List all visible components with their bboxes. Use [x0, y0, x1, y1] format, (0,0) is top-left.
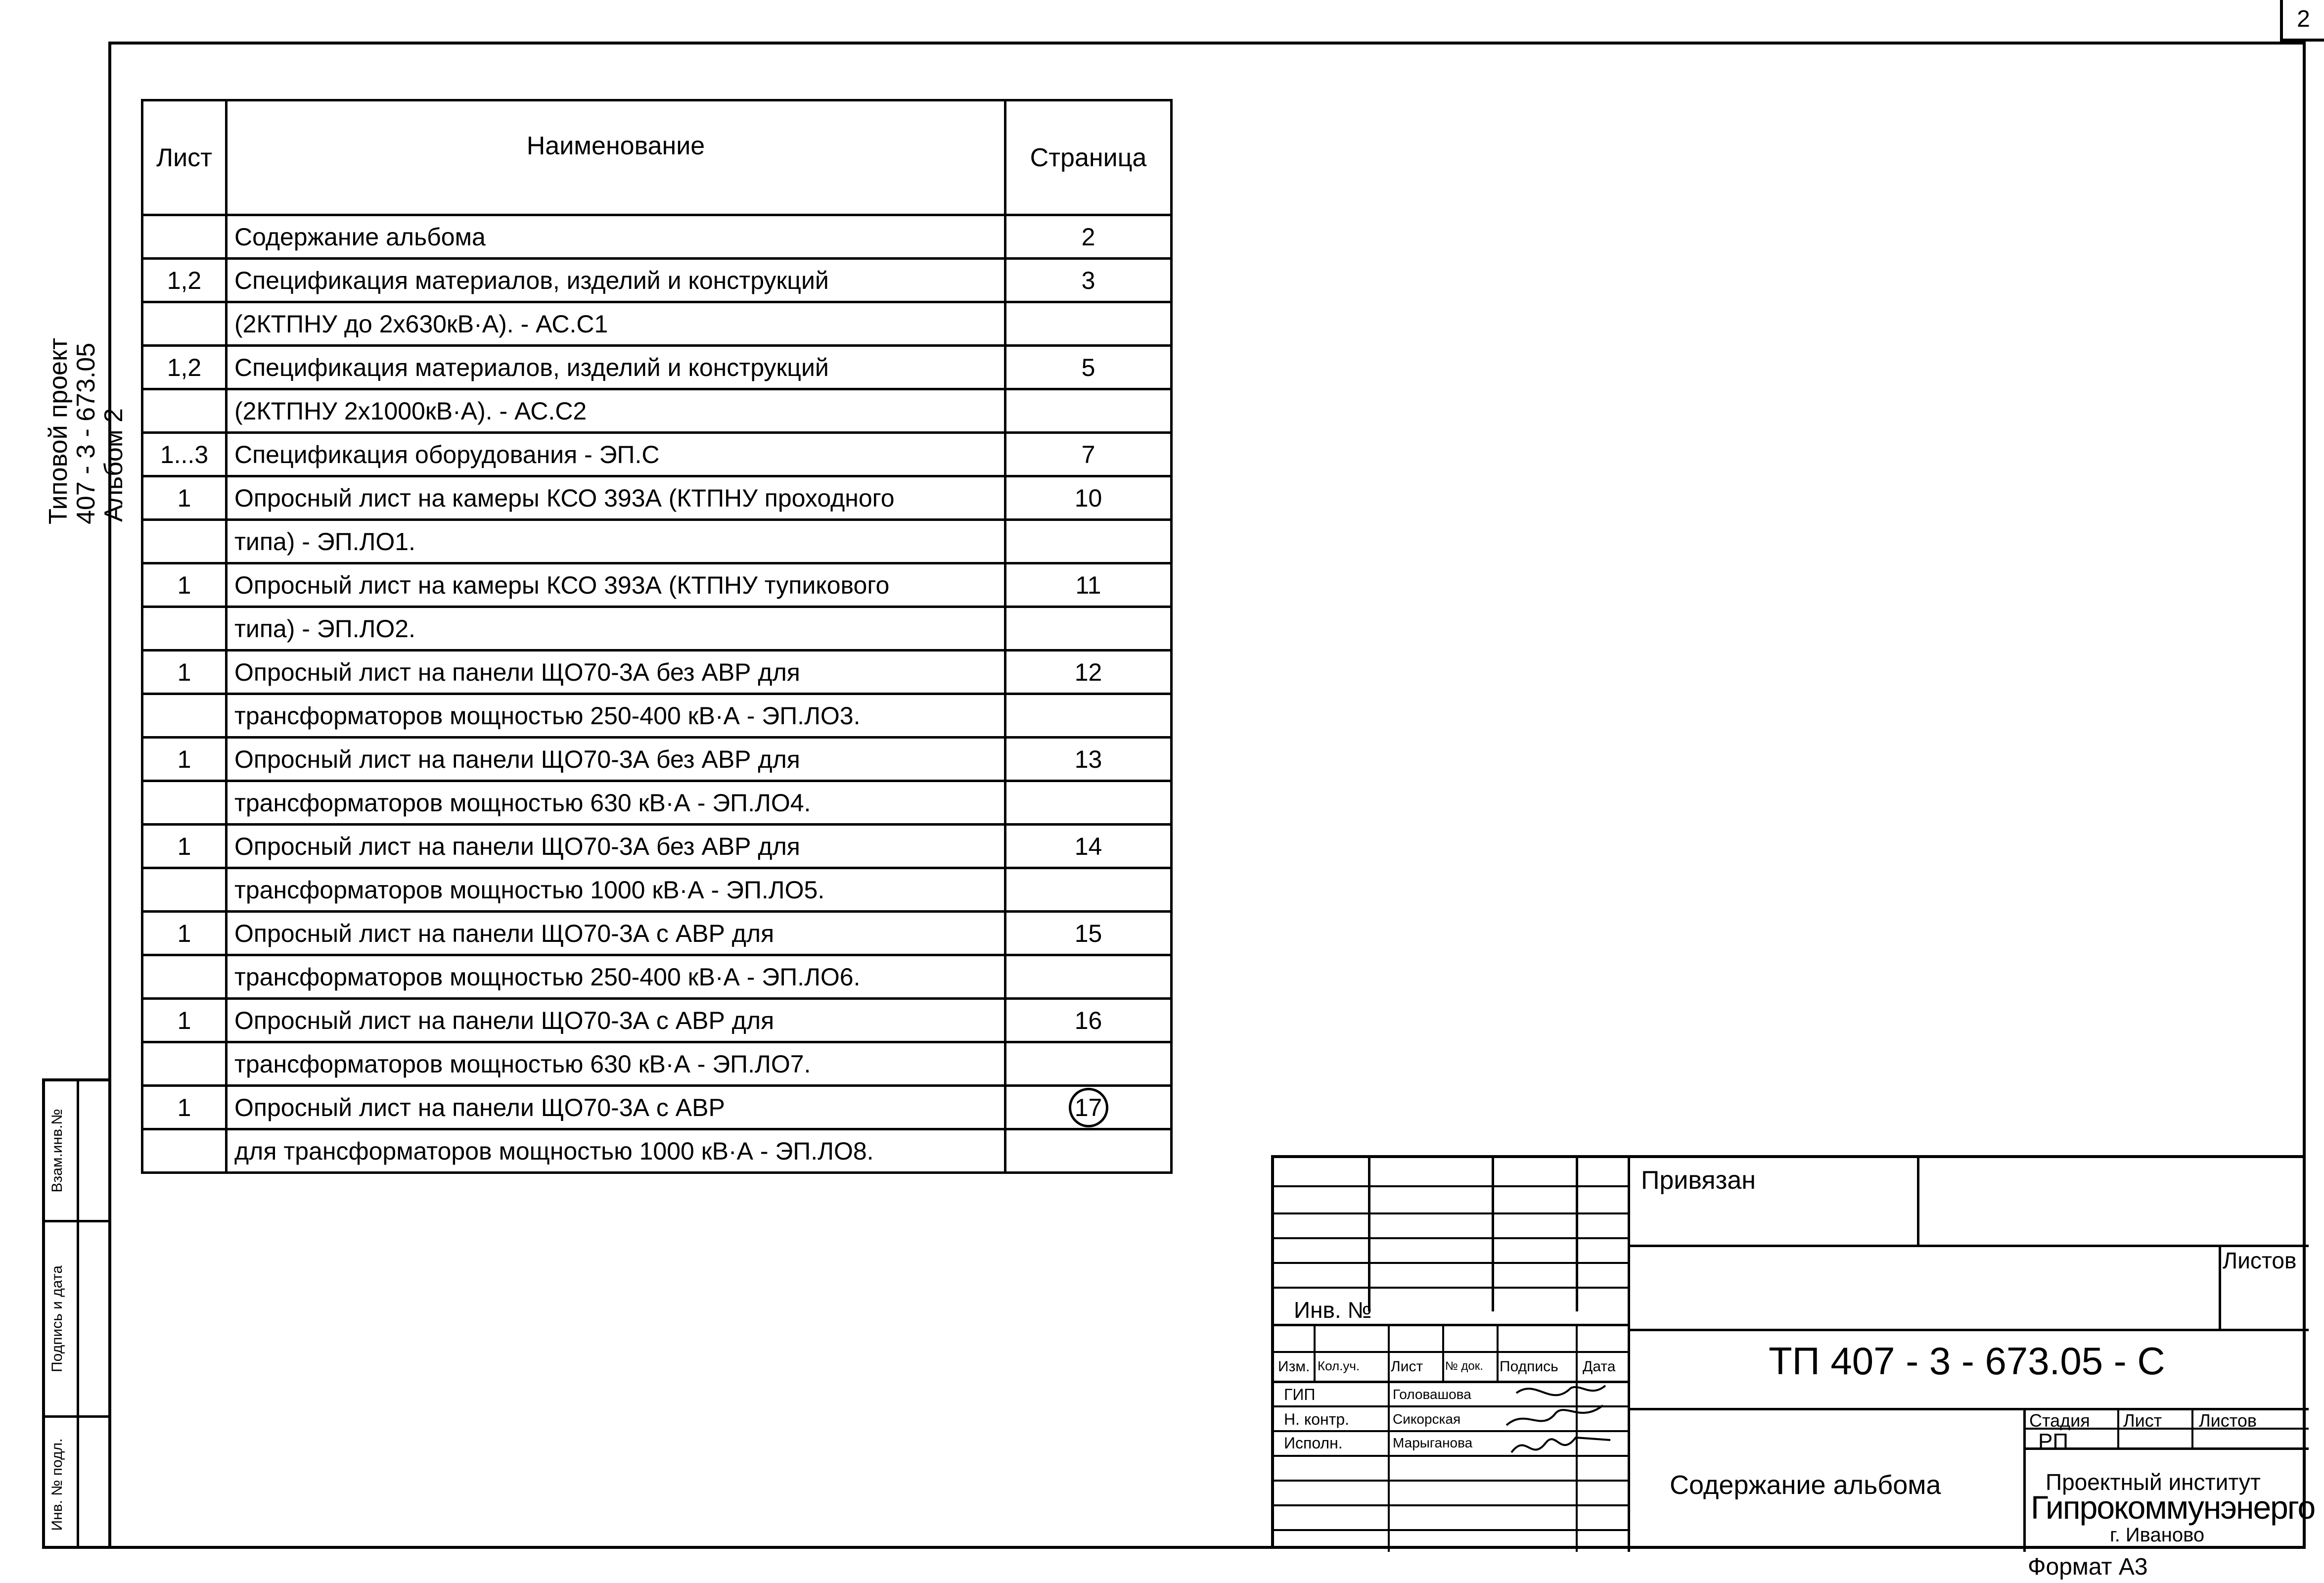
cell-sheet: 1 [142, 563, 227, 607]
table-row [142, 259, 1172, 302]
cell-name: Опросный лист на панели ЩО70-3А с АВР для [227, 912, 1005, 955]
cell-page: 5 [1005, 346, 1172, 389]
col-koluch: Кол.уч. [1318, 1358, 1360, 1373]
sheet-header: Лист [2123, 1410, 2162, 1431]
cell-name: трансформаторов мощностью 630 кВ·А - ЭП.ЛО7. [227, 1042, 1005, 1086]
cell-sheet: 1 [142, 999, 227, 1042]
document-title: Содержание альбома [1670, 1470, 1941, 1500]
cell-page [1005, 607, 1172, 651]
cell-sheet [142, 520, 227, 563]
cell-page [1005, 694, 1172, 738]
side-title-line-3: Альбом 2 [99, 408, 128, 522]
table-row [142, 520, 1172, 563]
table-row [142, 389, 1172, 433]
org-line-1: Проектный институт [2046, 1469, 2261, 1495]
org-line-2: Гипрокоммунэнерго [2031, 1489, 2315, 1526]
cell-sheet [142, 1129, 227, 1173]
cell-page: 7 [1005, 433, 1172, 476]
table-row [142, 1086, 1172, 1129]
cell-sheet: 1 [142, 738, 227, 781]
table-row [142, 868, 1172, 912]
cell-sheet [142, 215, 227, 259]
cell-page [1005, 868, 1172, 912]
table-row [142, 912, 1172, 955]
table-row [142, 1042, 1172, 1086]
cell-sheet [142, 868, 227, 912]
cell-name: (2КТПНУ 2х1000кВ·А). - АС.С2 [227, 389, 1005, 433]
document-code: ТП 407 - 3 - 673.05 - С [1769, 1339, 2165, 1383]
cell-name: Опросный лист на панели ЩО70-3А с АВР для [227, 999, 1005, 1042]
name-gip: Головашова [1393, 1387, 1471, 1402]
side-title [44, 337, 128, 524]
table-row [142, 346, 1172, 389]
cell-sheet [142, 607, 227, 651]
col-izm: Изм. [1278, 1358, 1310, 1375]
cell-sheet: 1,2 [142, 346, 227, 389]
side-label-inv-replacement: Взам.инв.№ [49, 1109, 65, 1193]
header-name: Наименование [227, 100, 1005, 215]
cell-page: 14 [1005, 825, 1172, 868]
cell-name: (2КТПНУ до 2х630кВ·А). - АС.С1 [227, 302, 1005, 346]
inv-no-label: Инв. № [1294, 1297, 1372, 1323]
cell-page: 13 [1005, 738, 1172, 781]
cell-page: 3 [1005, 259, 1172, 302]
side-label-signature-date: Подпись и дата [49, 1265, 65, 1372]
cell-sheet: 1 [142, 476, 227, 520]
cell-name: Спецификация оборудования - ЭП.С [227, 433, 1005, 476]
circled-page-number: 17 [1069, 1088, 1108, 1127]
cell-sheet: 1 [142, 1086, 227, 1129]
cell-page: 15 [1005, 912, 1172, 955]
side-title-line-2: 407 - 3 - 673.05 [72, 342, 100, 524]
cell-page [1005, 781, 1172, 825]
cell-page: 10 [1005, 476, 1172, 520]
col-data: Дата [1583, 1358, 1616, 1375]
cell-sheet: 1 [142, 912, 227, 955]
table-row [142, 781, 1172, 825]
cell-name: типа) - ЭП.ЛО2. [227, 607, 1005, 651]
cell-name: Опросный лист на панели ЩО70-3А с АВР [227, 1086, 1005, 1129]
cell-page: 2 [1005, 215, 1172, 259]
table-row [142, 215, 1172, 259]
role-ispoln: Исполн. [1284, 1434, 1343, 1452]
cell-page [1005, 1042, 1172, 1086]
cell-sheet: 1...3 [142, 433, 227, 476]
sheet-number: 2 [2280, 0, 2324, 42]
cell-page: 12 [1005, 651, 1172, 694]
cell-name: трансформаторов мощностью 1000 кВ·А - ЭП.ЛО5. [227, 868, 1005, 912]
stage-header: Стадия [2029, 1410, 2090, 1431]
cell-page: 16 [1005, 999, 1172, 1042]
name-ispoln: Марыганова [1393, 1435, 1473, 1450]
org-city: г. Иваново [2110, 1524, 2205, 1546]
cell-sheet [142, 955, 227, 999]
cell-name: трансформаторов мощностью 250-400 кВ·А - ЭП.ЛО6. [227, 955, 1005, 999]
role-nkontr: Н. контр. [1284, 1410, 1350, 1428]
col-ndoc: № док. [1445, 1359, 1483, 1373]
title-block [1271, 1155, 2315, 1549]
sheets-header: Листов [2199, 1410, 2257, 1431]
table-row [142, 302, 1172, 346]
cell-name: Спецификация материалов, изделий и конструкций [227, 346, 1005, 389]
cell-name: Спецификация материалов, изделий и конструкций [227, 259, 1005, 302]
table-row [142, 955, 1172, 999]
cell-name: Опросный лист на панели ЩО70-3А без АВР для [227, 825, 1005, 868]
cell-name: Опросный лист на камеры КСО 393А (КТПНУ тупикового [227, 563, 1005, 607]
cell-page [1005, 955, 1172, 999]
table-row [142, 825, 1172, 868]
cell-sheet [142, 389, 227, 433]
cell-page [1005, 1129, 1172, 1173]
format-label: Формат А3 [2028, 1554, 2148, 1580]
cell-name: типа) - ЭП.ЛО1. [227, 520, 1005, 563]
cell-name: трансформаторов мощностью 630 кВ·А - ЭП.ЛО4. [227, 781, 1005, 825]
cell-name: Опросный лист на камеры КСО 393А (КТПНУ проходного [227, 476, 1005, 520]
table-row [142, 1129, 1172, 1173]
table-row [142, 738, 1172, 781]
contents-header-row [142, 100, 1172, 215]
cell-sheet [142, 781, 227, 825]
stage-value: РП [2038, 1429, 2068, 1453]
cell-sheet [142, 694, 227, 738]
role-gip: ГИП [1284, 1386, 1316, 1403]
listov-top-label: Листов [2223, 1248, 2297, 1273]
cell-page [1005, 389, 1172, 433]
cell-sheet: 1 [142, 651, 227, 694]
signatures-drawing [1497, 1378, 1625, 1467]
cell-page [1005, 1086, 1172, 1129]
table-row [142, 999, 1172, 1042]
table-row [142, 694, 1172, 738]
cell-page [1005, 520, 1172, 563]
cell-page [1005, 302, 1172, 346]
privyazan-label: Привязан [1641, 1166, 1756, 1195]
cell-sheet: 1,2 [142, 259, 227, 302]
table-row [142, 607, 1172, 651]
table-row [142, 651, 1172, 694]
name-nkontr: Сикорская [1393, 1411, 1461, 1427]
cell-name: Опросный лист на панели ЩО70-3А без АВР для [227, 738, 1005, 781]
cell-sheet [142, 302, 227, 346]
cell-sheet: 1 [142, 825, 227, 868]
header-sheet: Лист [142, 100, 227, 215]
cell-name: Содержание альбома [227, 215, 1005, 259]
cell-name: Опросный лист на панели ЩО70-3А без АВР для [227, 651, 1005, 694]
contents-table [141, 99, 1173, 1174]
side-label-inv-original: Инв. № подл. [49, 1438, 65, 1531]
col-podpis: Подпись [1500, 1358, 1558, 1375]
cell-name: для трансформаторов мощностью 1000 кВ·А - ЭП.ЛО8. [227, 1129, 1005, 1173]
table-row [142, 433, 1172, 476]
cell-sheet [142, 1042, 227, 1086]
table-row [142, 563, 1172, 607]
cell-name: трансформаторов мощностью 250-400 кВ·А - ЭП.ЛО3. [227, 694, 1005, 738]
side-stamp [42, 1078, 108, 1549]
header-page: Страница [1005, 100, 1172, 215]
side-title-line-1: Типовой проект [44, 337, 73, 524]
col-list: Лист [1391, 1358, 1423, 1375]
table-row [142, 476, 1172, 520]
cell-page: 11 [1005, 563, 1172, 607]
